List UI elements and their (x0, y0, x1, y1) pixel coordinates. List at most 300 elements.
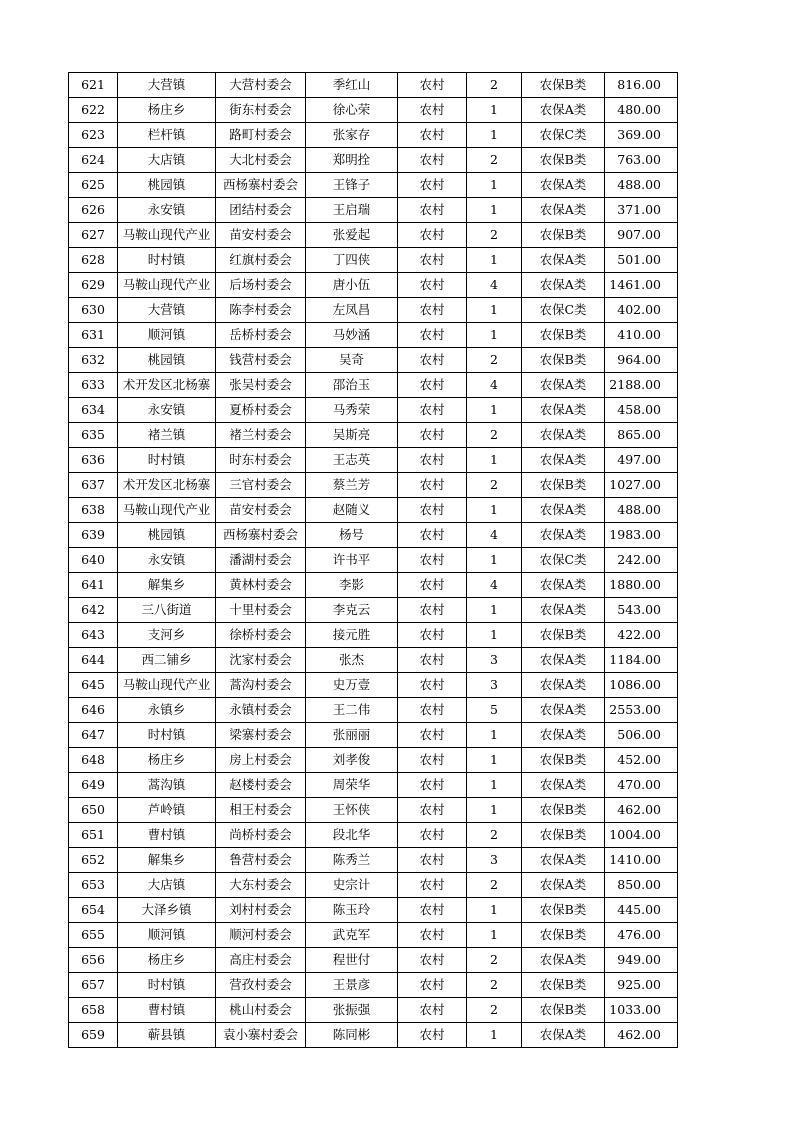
area-type-cell: 农村 (398, 348, 467, 373)
village-committee-cell: 相王村委会 (216, 798, 306, 823)
name-cell: 蔡兰芳 (306, 473, 398, 498)
area-type-cell: 农村 (398, 723, 467, 748)
table-row (69, 698, 678, 723)
area-type-cell: 农村 (398, 648, 467, 673)
insurance-category-cell: 农保B类 (522, 823, 605, 848)
name-cell: 史万壹 (306, 673, 398, 698)
table-row (69, 448, 678, 473)
household-count-cell: 2 (467, 223, 522, 248)
town-cell: 马鞍山现代产业 (118, 273, 216, 298)
amount-cell: 422.00 (605, 623, 678, 648)
table-row (69, 248, 678, 273)
amount-cell: 488.00 (605, 498, 678, 523)
row-number-cell: 657 (69, 973, 118, 998)
name-cell: 王启瑞 (306, 198, 398, 223)
name-cell: 段北华 (306, 823, 398, 848)
area-type-cell: 农村 (398, 698, 467, 723)
row-number-cell: 633 (69, 373, 118, 398)
town-cell: 马鞍山现代产业 (118, 673, 216, 698)
village-committee-cell: 蒿沟村委会 (216, 673, 306, 698)
row-number-cell: 643 (69, 623, 118, 648)
town-cell: 蒿沟镇 (118, 773, 216, 798)
insurance-category-cell: 农保B类 (522, 223, 605, 248)
village-committee-cell: 营孜村委会 (216, 973, 306, 998)
row-number-cell: 638 (69, 498, 118, 523)
table-row (69, 223, 678, 248)
town-cell: 时村镇 (118, 723, 216, 748)
row-number-cell: 626 (69, 198, 118, 223)
row-number-cell: 622 (69, 98, 118, 123)
name-cell: 徐心荣 (306, 98, 398, 123)
amount-cell: 1410.00 (605, 848, 678, 873)
table-row (69, 98, 678, 123)
village-committee-cell: 岳桥村委会 (216, 323, 306, 348)
area-type-cell: 农村 (398, 448, 467, 473)
table-row (69, 298, 678, 323)
table-row (69, 123, 678, 148)
row-number-cell: 621 (69, 73, 118, 98)
area-type-cell: 农村 (398, 973, 467, 998)
row-number-cell: 645 (69, 673, 118, 698)
household-count-cell: 2 (467, 423, 522, 448)
insurance-category-cell: 农保A类 (522, 248, 605, 273)
insurance-category-cell: 农保C类 (522, 298, 605, 323)
table-row (69, 873, 678, 898)
row-number-cell: 640 (69, 548, 118, 573)
town-cell: 褚兰镇 (118, 423, 216, 448)
records-table (68, 72, 678, 1048)
town-cell: 术开发区北杨寨 (118, 373, 216, 398)
amount-cell: 470.00 (605, 773, 678, 798)
town-cell: 马鞍山现代产业 (118, 498, 216, 523)
insurance-category-cell: 农保A类 (522, 273, 605, 298)
area-type-cell: 农村 (398, 773, 467, 798)
household-count-cell: 3 (467, 673, 522, 698)
household-count-cell: 1 (467, 798, 522, 823)
insurance-category-cell: 农保A类 (522, 948, 605, 973)
household-count-cell: 1 (467, 248, 522, 273)
area-type-cell: 农村 (398, 548, 467, 573)
table-row (69, 773, 678, 798)
household-count-cell: 1 (467, 723, 522, 748)
insurance-category-cell: 农保A类 (522, 773, 605, 798)
name-cell: 刘孝俊 (306, 748, 398, 773)
table-row (69, 148, 678, 173)
name-cell: 张丽丽 (306, 723, 398, 748)
row-number-cell: 637 (69, 473, 118, 498)
area-type-cell: 农村 (398, 948, 467, 973)
table-row (69, 348, 678, 373)
amount-cell: 543.00 (605, 598, 678, 623)
area-type-cell: 农村 (398, 473, 467, 498)
insurance-category-cell: 农保B类 (522, 923, 605, 948)
amount-cell: 1461.00 (605, 273, 678, 298)
village-committee-cell: 徐桥村委会 (216, 623, 306, 648)
table-row (69, 523, 678, 548)
amount-cell: 1027.00 (605, 473, 678, 498)
town-cell: 杨庄乡 (118, 948, 216, 973)
area-type-cell: 农村 (398, 248, 467, 273)
insurance-category-cell: 农保A类 (522, 698, 605, 723)
household-count-cell: 2 (467, 823, 522, 848)
household-count-cell: 1 (467, 898, 522, 923)
table-row (69, 323, 678, 348)
household-count-cell: 1 (467, 323, 522, 348)
town-cell: 马鞍山现代产业 (118, 223, 216, 248)
name-cell: 王二伟 (306, 698, 398, 723)
insurance-category-cell: 农保A类 (522, 373, 605, 398)
amount-cell: 2188.00 (605, 373, 678, 398)
village-committee-cell: 三官村委会 (216, 473, 306, 498)
town-cell: 时村镇 (118, 973, 216, 998)
row-number-cell: 644 (69, 648, 118, 673)
amount-cell: 1184.00 (605, 648, 678, 673)
town-cell: 桃园镇 (118, 173, 216, 198)
household-count-cell: 2 (467, 73, 522, 98)
insurance-category-cell: 农保B类 (522, 148, 605, 173)
insurance-category-cell: 农保A类 (522, 98, 605, 123)
area-type-cell: 农村 (398, 1023, 467, 1048)
table-row (69, 948, 678, 973)
name-cell: 许书平 (306, 548, 398, 573)
household-count-cell: 2 (467, 948, 522, 973)
household-count-cell: 2 (467, 348, 522, 373)
village-committee-cell: 十里村委会 (216, 598, 306, 623)
table-row (69, 548, 678, 573)
area-type-cell: 农村 (398, 223, 467, 248)
town-cell: 芦岭镇 (118, 798, 216, 823)
amount-cell: 497.00 (605, 448, 678, 473)
village-committee-cell: 大营村委会 (216, 73, 306, 98)
row-number-cell: 653 (69, 873, 118, 898)
village-committee-cell: 苗安村委会 (216, 498, 306, 523)
name-cell: 郑明拴 (306, 148, 398, 173)
town-cell: 支河乡 (118, 623, 216, 648)
town-cell: 大泽乡镇 (118, 898, 216, 923)
name-cell: 接元胜 (306, 623, 398, 648)
name-cell: 季红山 (306, 73, 398, 98)
table-row (69, 423, 678, 448)
insurance-category-cell: 农保B类 (522, 623, 605, 648)
village-committee-cell: 西杨寨村委会 (216, 523, 306, 548)
town-cell: 时村镇 (118, 448, 216, 473)
row-number-cell: 625 (69, 173, 118, 198)
town-cell: 解集乡 (118, 573, 216, 598)
area-type-cell: 农村 (398, 123, 467, 148)
row-number-cell: 641 (69, 573, 118, 598)
insurance-category-cell: 农保B类 (522, 473, 605, 498)
area-type-cell: 农村 (398, 798, 467, 823)
name-cell: 马妙涵 (306, 323, 398, 348)
village-committee-cell: 西杨寨村委会 (216, 173, 306, 198)
area-type-cell: 农村 (398, 323, 467, 348)
row-number-cell: 655 (69, 923, 118, 948)
table-row (69, 573, 678, 598)
town-cell: 永安镇 (118, 548, 216, 573)
row-number-cell: 639 (69, 523, 118, 548)
area-type-cell: 农村 (398, 898, 467, 923)
name-cell: 马秀荣 (306, 398, 398, 423)
amount-cell: 925.00 (605, 973, 678, 998)
village-committee-cell: 后场村委会 (216, 273, 306, 298)
name-cell: 李影 (306, 573, 398, 598)
village-committee-cell: 大北村委会 (216, 148, 306, 173)
table-row (69, 673, 678, 698)
insurance-category-cell: 农保B类 (522, 798, 605, 823)
amount-cell: 242.00 (605, 548, 678, 573)
town-cell: 大营镇 (118, 73, 216, 98)
amount-cell: 488.00 (605, 173, 678, 198)
town-cell: 术开发区北杨寨 (118, 473, 216, 498)
household-count-cell: 4 (467, 523, 522, 548)
area-type-cell: 农村 (398, 198, 467, 223)
row-number-cell: 658 (69, 998, 118, 1023)
village-committee-cell: 顺河村委会 (216, 923, 306, 948)
amount-cell: 763.00 (605, 148, 678, 173)
amount-cell: 964.00 (605, 348, 678, 373)
table-row (69, 848, 678, 873)
household-count-cell: 5 (467, 698, 522, 723)
row-number-cell: 624 (69, 148, 118, 173)
amount-cell: 1086.00 (605, 673, 678, 698)
row-number-cell: 636 (69, 448, 118, 473)
amount-cell: 445.00 (605, 898, 678, 923)
name-cell: 吴斯亮 (306, 423, 398, 448)
area-type-cell: 农村 (398, 298, 467, 323)
household-count-cell: 4 (467, 373, 522, 398)
household-count-cell: 1 (467, 548, 522, 573)
town-cell: 西二铺乡 (118, 648, 216, 673)
area-type-cell: 农村 (398, 423, 467, 448)
town-cell: 永镇乡 (118, 698, 216, 723)
name-cell: 王景彦 (306, 973, 398, 998)
area-type-cell: 农村 (398, 573, 467, 598)
table-row (69, 648, 678, 673)
village-committee-cell: 团结村委会 (216, 198, 306, 223)
table-row (69, 898, 678, 923)
area-type-cell: 农村 (398, 398, 467, 423)
table-row (69, 498, 678, 523)
amount-cell: 1880.00 (605, 573, 678, 598)
village-committee-cell: 夏桥村委会 (216, 398, 306, 423)
household-count-cell: 4 (467, 573, 522, 598)
village-committee-cell: 永镇村委会 (216, 698, 306, 723)
row-number-cell: 659 (69, 1023, 118, 1048)
table-row (69, 623, 678, 648)
row-number-cell: 631 (69, 323, 118, 348)
household-count-cell: 1 (467, 498, 522, 523)
town-cell: 桃园镇 (118, 348, 216, 373)
insurance-category-cell: 农保B类 (522, 748, 605, 773)
village-committee-cell: 时东村委会 (216, 448, 306, 473)
household-count-cell: 1 (467, 298, 522, 323)
town-cell: 蕲县镇 (118, 1023, 216, 1048)
table-row (69, 473, 678, 498)
amount-cell: 506.00 (605, 723, 678, 748)
amount-cell: 402.00 (605, 298, 678, 323)
row-number-cell: 642 (69, 598, 118, 623)
household-count-cell: 1 (467, 398, 522, 423)
town-cell: 杨庄乡 (118, 748, 216, 773)
row-number-cell: 647 (69, 723, 118, 748)
town-cell: 栏杆镇 (118, 123, 216, 148)
household-count-cell: 1 (467, 773, 522, 798)
row-number-cell: 646 (69, 698, 118, 723)
insurance-category-cell: 农保A类 (522, 673, 605, 698)
village-committee-cell: 潘湖村委会 (216, 548, 306, 573)
household-count-cell: 1 (467, 923, 522, 948)
insurance-category-cell: 农保B类 (522, 73, 605, 98)
village-committee-cell: 袁小寨村委会 (216, 1023, 306, 1048)
amount-cell: 1004.00 (605, 823, 678, 848)
village-committee-cell: 路町村委会 (216, 123, 306, 148)
village-committee-cell: 尚桥村委会 (216, 823, 306, 848)
name-cell: 程世付 (306, 948, 398, 973)
name-cell: 吴奇 (306, 348, 398, 373)
area-type-cell: 农村 (398, 873, 467, 898)
amount-cell: 949.00 (605, 948, 678, 973)
records-table-body (69, 73, 678, 1048)
row-number-cell: 635 (69, 423, 118, 448)
insurance-category-cell: 农保A类 (522, 398, 605, 423)
town-cell: 桃园镇 (118, 523, 216, 548)
name-cell: 陈玉玲 (306, 898, 398, 923)
town-cell: 大营镇 (118, 298, 216, 323)
amount-cell: 1983.00 (605, 523, 678, 548)
table-row (69, 173, 678, 198)
household-count-cell: 1 (467, 598, 522, 623)
town-cell: 解集乡 (118, 848, 216, 873)
table-row (69, 598, 678, 623)
household-count-cell: 4 (467, 273, 522, 298)
table-row (69, 398, 678, 423)
insurance-category-cell: 农保B类 (522, 898, 605, 923)
area-type-cell: 农村 (398, 148, 467, 173)
town-cell: 永安镇 (118, 198, 216, 223)
insurance-category-cell: 农保A类 (522, 198, 605, 223)
village-committee-cell: 苗安村委会 (216, 223, 306, 248)
name-cell: 王锋子 (306, 173, 398, 198)
household-count-cell: 3 (467, 848, 522, 873)
name-cell: 周荣华 (306, 773, 398, 798)
household-count-cell: 2 (467, 998, 522, 1023)
household-count-cell: 2 (467, 473, 522, 498)
row-number-cell: 649 (69, 773, 118, 798)
row-number-cell: 634 (69, 398, 118, 423)
name-cell: 陈同彬 (306, 1023, 398, 1048)
area-type-cell: 农村 (398, 273, 467, 298)
area-type-cell: 农村 (398, 673, 467, 698)
row-number-cell: 623 (69, 123, 118, 148)
name-cell: 武克军 (306, 923, 398, 948)
insurance-category-cell: 农保A类 (522, 848, 605, 873)
amount-cell: 480.00 (605, 98, 678, 123)
household-count-cell: 1 (467, 1023, 522, 1048)
row-number-cell: 652 (69, 848, 118, 873)
insurance-category-cell: 农保A类 (522, 523, 605, 548)
town-cell: 三八街道 (118, 598, 216, 623)
insurance-category-cell: 农保B类 (522, 348, 605, 373)
amount-cell: 816.00 (605, 73, 678, 98)
name-cell: 左凤昌 (306, 298, 398, 323)
table-row (69, 998, 678, 1023)
name-cell: 张爱起 (306, 223, 398, 248)
area-type-cell: 农村 (398, 98, 467, 123)
household-count-cell: 1 (467, 623, 522, 648)
village-committee-cell: 赵楼村委会 (216, 773, 306, 798)
town-cell: 顺河镇 (118, 923, 216, 948)
name-cell: 史宗计 (306, 873, 398, 898)
household-count-cell: 1 (467, 198, 522, 223)
area-type-cell: 农村 (398, 923, 467, 948)
name-cell: 张杰 (306, 648, 398, 673)
amount-cell: 476.00 (605, 923, 678, 948)
table-row (69, 723, 678, 748)
amount-cell: 1033.00 (605, 998, 678, 1023)
insurance-category-cell: 农保C类 (522, 123, 605, 148)
table-row (69, 823, 678, 848)
table-row (69, 273, 678, 298)
table-row (69, 923, 678, 948)
name-cell: 陈秀兰 (306, 848, 398, 873)
village-committee-cell: 褚兰村委会 (216, 423, 306, 448)
town-cell: 大店镇 (118, 148, 216, 173)
insurance-category-cell: 农保B类 (522, 973, 605, 998)
name-cell: 王怀侠 (306, 798, 398, 823)
area-type-cell: 农村 (398, 498, 467, 523)
area-type-cell: 农村 (398, 373, 467, 398)
insurance-category-cell: 农保B类 (522, 323, 605, 348)
amount-cell: 501.00 (605, 248, 678, 273)
village-committee-cell: 刘村村委会 (216, 898, 306, 923)
name-cell: 赵随义 (306, 498, 398, 523)
area-type-cell: 农村 (398, 848, 467, 873)
village-committee-cell: 张吴村委会 (216, 373, 306, 398)
row-number-cell: 632 (69, 348, 118, 373)
row-number-cell: 628 (69, 248, 118, 273)
village-committee-cell: 街东村委会 (216, 98, 306, 123)
amount-cell: 458.00 (605, 398, 678, 423)
table-row (69, 973, 678, 998)
town-cell: 杨庄乡 (118, 98, 216, 123)
village-committee-cell: 房上村委会 (216, 748, 306, 773)
village-committee-cell: 陈李村委会 (216, 298, 306, 323)
amount-cell: 369.00 (605, 123, 678, 148)
amount-cell: 907.00 (605, 223, 678, 248)
village-committee-cell: 沈家村委会 (216, 648, 306, 673)
name-cell: 杨号 (306, 523, 398, 548)
name-cell: 张家存 (306, 123, 398, 148)
row-number-cell: 654 (69, 898, 118, 923)
village-committee-cell: 梁寨村委会 (216, 723, 306, 748)
name-cell: 张振强 (306, 998, 398, 1023)
table-row (69, 373, 678, 398)
area-type-cell: 农村 (398, 823, 467, 848)
table-row (69, 198, 678, 223)
area-type-cell: 农村 (398, 998, 467, 1023)
household-count-cell: 1 (467, 98, 522, 123)
town-cell: 永安镇 (118, 398, 216, 423)
insurance-category-cell: 农保A类 (522, 498, 605, 523)
name-cell: 王志英 (306, 448, 398, 473)
amount-cell: 462.00 (605, 1023, 678, 1048)
area-type-cell: 农村 (398, 748, 467, 773)
village-committee-cell: 鲁营村委会 (216, 848, 306, 873)
area-type-cell: 农村 (398, 623, 467, 648)
insurance-category-cell: 农保B类 (522, 998, 605, 1023)
household-count-cell: 3 (467, 648, 522, 673)
row-number-cell: 650 (69, 798, 118, 823)
